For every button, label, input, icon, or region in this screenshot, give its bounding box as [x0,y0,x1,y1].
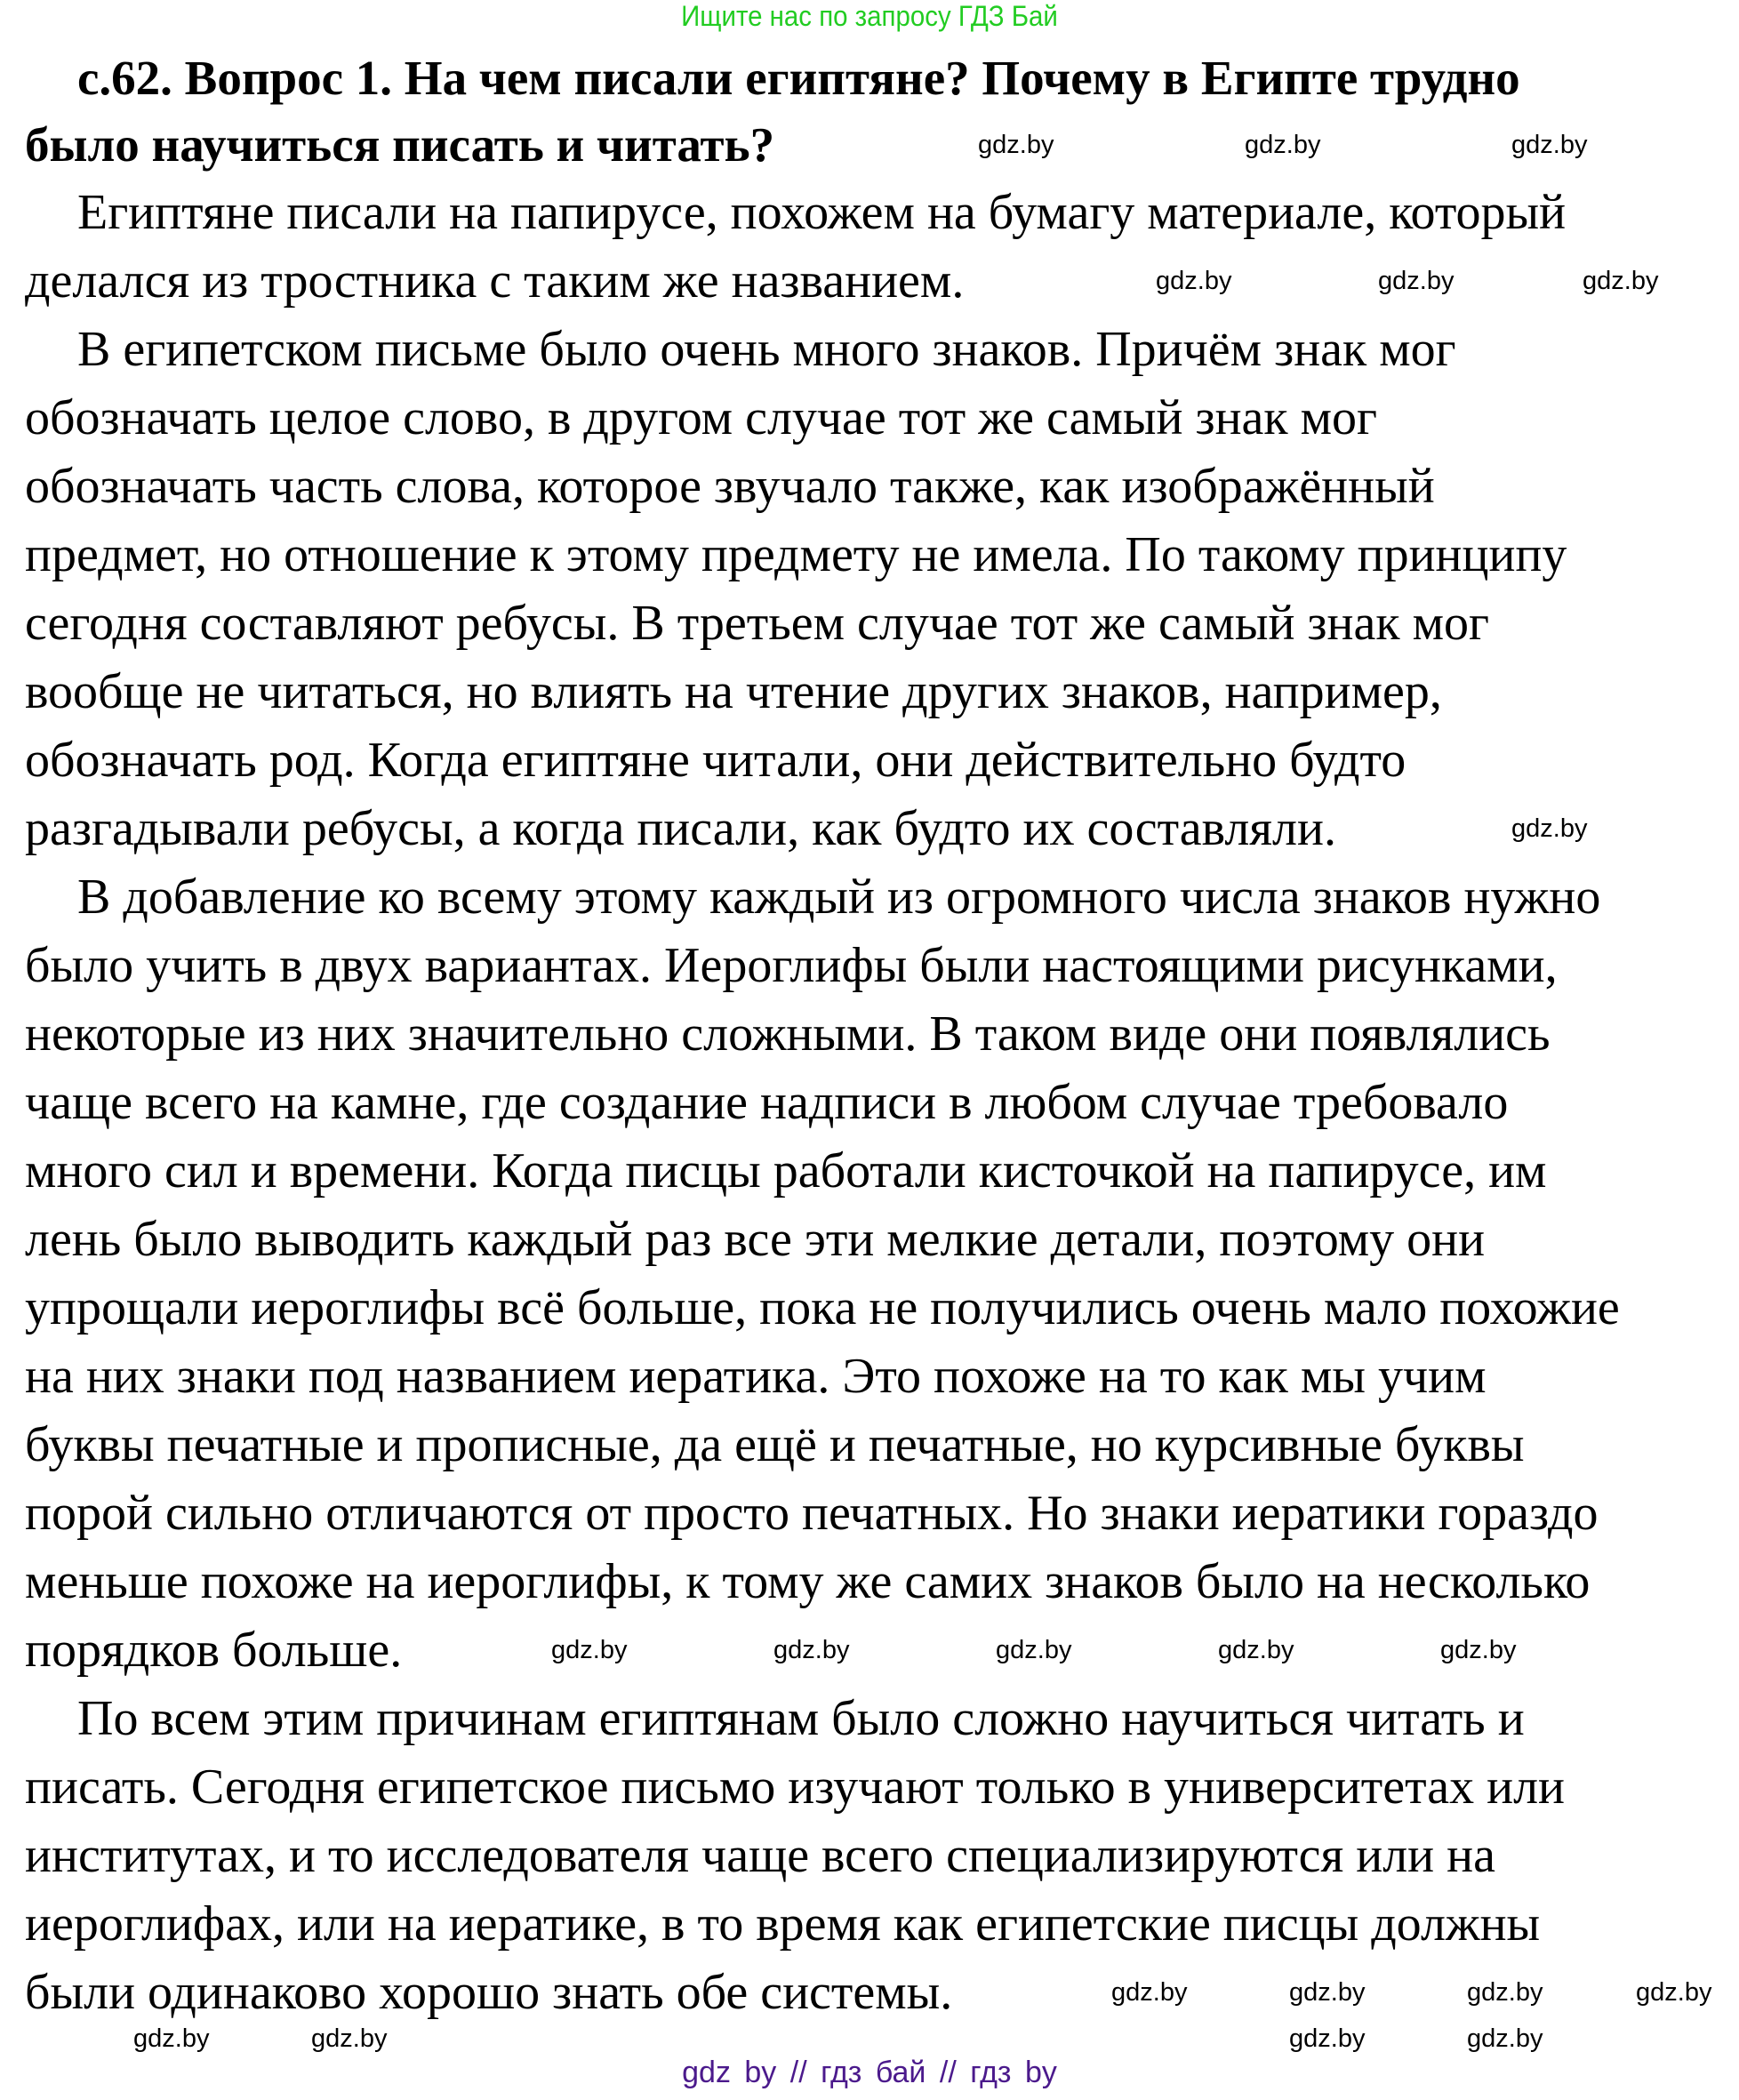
body-line: делался из тростника с таким же названием. [25,253,965,309]
body-line: были одинаково хорошо знать обе системы. [25,1965,953,2020]
body-line: разгадывали ребусы, а когда писали, как будто их составляли. [25,801,1336,856]
watermark-text: gdz.by [1467,1978,1543,2007]
promo-header: Ищите нас по запросу ГДЗ Бай [681,0,1058,32]
watermark-text: gdz.by [1111,1978,1188,2007]
body-line: порой сильно отличаются от просто печатных. Но знаки иератики гораздо [25,1486,1599,1541]
watermark-text: gdz.by [1440,1636,1517,1664]
body-line: на них знаки под названием иератика. Это похоже на то как мы учим [25,1349,1487,1404]
body-line: По всем этим причинам египтянам было сложно научиться читать и [77,1691,1525,1746]
body-line: некоторые из них значительно сложными. В таком виде они появлялись [25,1006,1551,1062]
body-line: порядков больше. [25,1623,403,1678]
body-line: чаще всего на камне, где создание надписи в любом случае требовало [25,1075,1509,1130]
watermark-text: gdz.by [1218,1636,1294,1664]
body-line: меньше похоже на иероглифы, к тому же самих знаков было на несколько [25,1554,1591,1609]
watermark-text: gdz.by [1511,131,1588,159]
body-line: обозначать род. Когда египтяне читали, они действительно будто [25,733,1406,788]
body-line: институтах, и то исследователя чаще всего специализируются или на [25,1828,1495,1883]
body-line: буквы печатные и прописные, да ещё и печатные, но курсивные буквы [25,1417,1525,1472]
body-line: Египтяне писали на папирусе, похожем на бумагу материале, который [77,185,1567,240]
watermark-text: gdz.by [1289,1978,1366,2007]
body-line: В добавление ко всему этому каждый из огромного числа знаков нужно [77,870,1601,925]
title-line: с.62. Вопрос 1. На чем писали египтяне? Почему в Египте трудно [77,51,1520,105]
watermark-text: gdz.by [1289,2024,1366,2053]
body-line: лень было выводить каждый раз все эти мелкие детали, поэтому они [25,1212,1486,1267]
body-line: было учить в двух вариантах. Иероглифы были настоящими рисунками, [25,938,1558,993]
body-line: писать. Сегодня египетское письмо изучают только в университетах или [25,1759,1566,1815]
body-line: много сил и времени. Когда писцы работали кисточкой на папирусе, им [25,1143,1547,1198]
watermark-text: gdz.by [1156,267,1232,295]
body-line: обозначать часть слова, которое звучало также, как изображённый [25,459,1435,514]
body-line: вообще не читаться, но влиять на чтение других знаков, например, [25,664,1442,719]
body-line: иероглифах, или на иератике, в то время как египетские писцы должны [25,1896,1541,1952]
watermark-text: gdz.by [978,131,1054,159]
watermark-text: gdz.by [1467,2024,1543,2053]
watermark-text: gdz.by [773,1636,850,1664]
body-line: В египетском письме было очень много знаков. Причём знак мог [77,322,1456,377]
body-line: упрощали иероглифы всё больше, пока не получились очень мало похожие [25,1280,1620,1335]
footer-links[interactable]: gdz by // гдз бай // гдз by [682,2056,1057,2089]
body-line: предмет, но отношение к этому предмету не имела. По такому принципу [25,527,1567,582]
watermark-text: gdz.by [1636,1978,1712,2007]
watermark-text: gdz.by [996,1636,1072,1664]
title-line: было научиться писать и читать? [25,117,775,172]
watermark-text: gdz.by [1245,131,1321,159]
body-line: сегодня составляют ребусы. В третьем случае тот же самый знак мог [25,596,1489,651]
watermark-text: gdz.by [551,1636,628,1664]
watermark-text: gdz.by [1378,267,1455,295]
body-line: обозначать целое слово, в другом случае тот же самый знак мог [25,390,1378,445]
watermark-text: gdz.by [1511,814,1588,843]
watermark-text: gdz.by [133,2024,210,2053]
watermark-text: gdz.by [1583,267,1659,295]
watermark-text: gdz.by [311,2024,388,2053]
